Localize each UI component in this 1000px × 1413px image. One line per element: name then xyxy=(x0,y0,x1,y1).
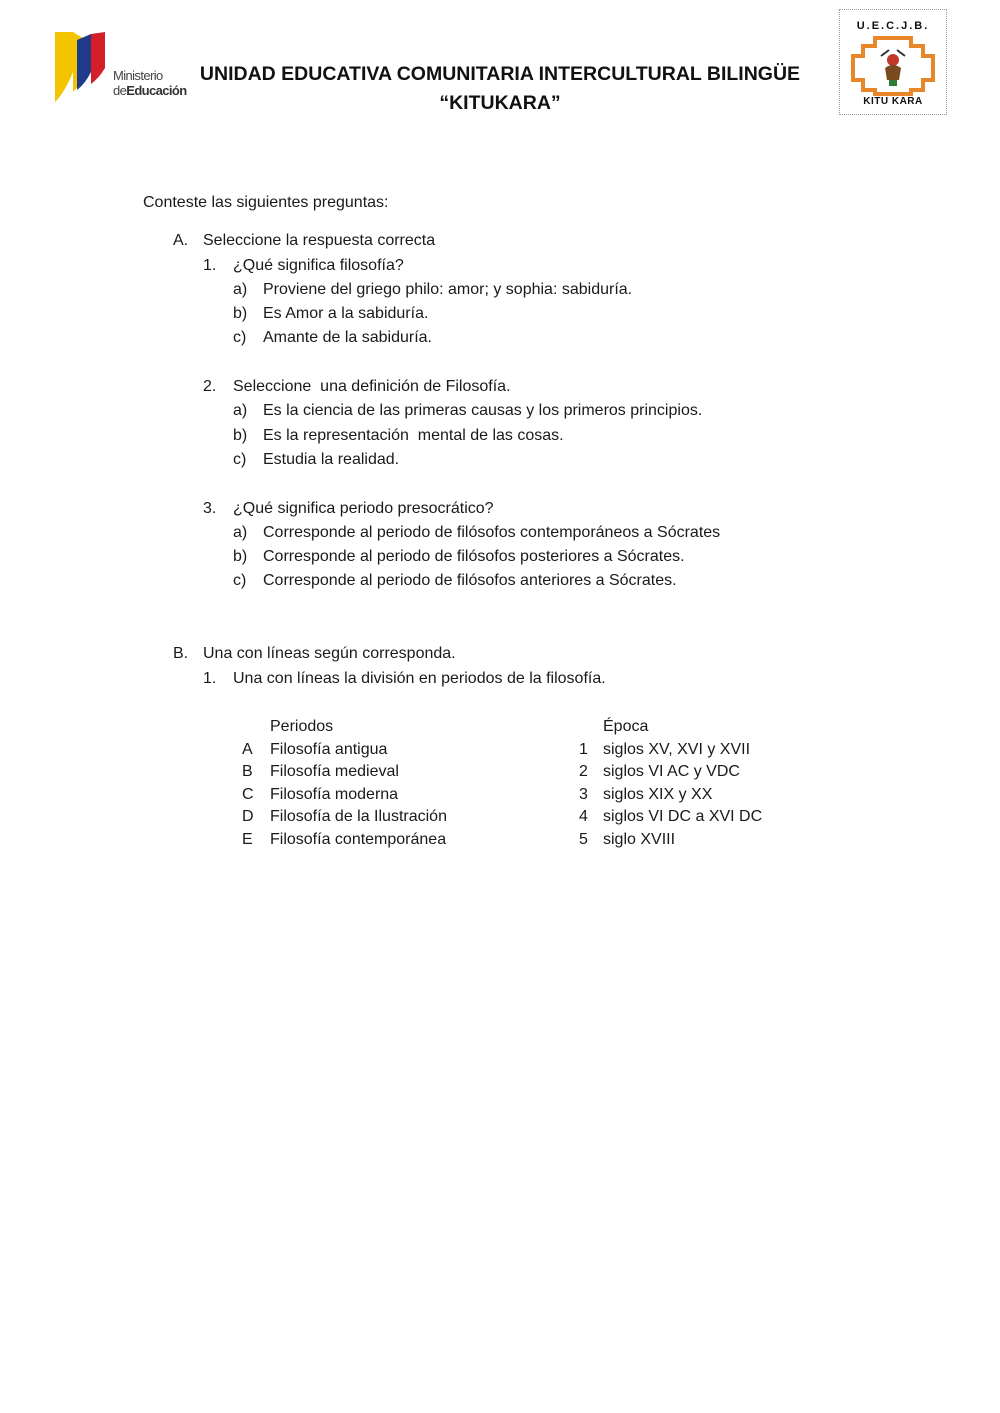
option-letter: b) xyxy=(233,427,248,444)
row-epoch: siglos XIX y XX xyxy=(603,786,713,803)
school-logo-name: KITU KARA xyxy=(863,96,923,107)
option-letter: c) xyxy=(233,329,247,346)
ministry-line-2-prefix: de xyxy=(113,83,127,98)
row-key-right: 5 xyxy=(579,831,588,848)
question-text: Seleccione una definición de Filosofía. xyxy=(233,378,511,395)
row-key-left: D xyxy=(242,808,254,825)
section-a-title: Seleccione la respuesta correcta xyxy=(203,232,436,249)
option-letter: a) xyxy=(233,524,248,541)
option-text: Estudia la realidad. xyxy=(263,451,400,468)
option-text: Corresponde al periodo de filósofos posteriores a Sócrates. xyxy=(263,548,685,565)
option-letter: b) xyxy=(233,305,248,322)
row-key-left: A xyxy=(242,741,253,758)
title-line-1: UNIDAD EDUCATIVA COMUNITARIA INTERCULTURAL BILINGÜE xyxy=(199,63,801,85)
ministry-wordmark xyxy=(113,68,187,98)
page-title xyxy=(180,60,820,118)
option-text: Es Amor a la sabiduría. xyxy=(263,305,429,322)
ministry-line-1: Ministerio xyxy=(113,68,163,83)
chakana-emblem-icon xyxy=(851,36,935,96)
question-text: Una con líneas la división en periodos de la filosofía. xyxy=(233,670,606,687)
row-key-left: B xyxy=(242,763,253,780)
question-number: 2. xyxy=(203,378,217,395)
option-letter: a) xyxy=(233,402,248,419)
school-logo xyxy=(839,9,947,115)
option-letter: b) xyxy=(233,548,248,565)
row-key-right: 3 xyxy=(579,786,588,803)
question-number: 1. xyxy=(203,670,217,687)
option-text: Corresponde al periodo de filósofos contemporáneos a Sócrates xyxy=(263,524,721,541)
option-text: Proviene del griego philo: amor; y sophia: sabiduría. xyxy=(263,281,633,298)
row-epoch: siglos VI DC a XVI DC xyxy=(603,808,763,825)
option-text: Amante de la sabiduría. xyxy=(263,329,432,346)
option-letter: c) xyxy=(233,572,247,589)
option-text: Es la ciencia de las primeras causas y los primeros principios. xyxy=(263,402,703,419)
row-period: Filosofía de la Ilustración xyxy=(270,808,447,825)
row-epoch: siglo XVIII xyxy=(603,831,676,848)
question-text: ¿Qué significa filosofía? xyxy=(233,257,404,274)
row-period: Filosofía moderna xyxy=(270,786,399,803)
option-letter: c) xyxy=(233,451,247,468)
row-period: Filosofía medieval xyxy=(270,763,399,780)
title-line-2: “KITUKARA” xyxy=(439,92,561,114)
ministry-line-2: Educación xyxy=(126,83,187,98)
row-key-left: C xyxy=(242,786,254,803)
section-a-marker: A. xyxy=(173,232,189,249)
col-header-epoca: Época xyxy=(603,718,649,735)
option-text: Corresponde al periodo de filósofos anteriores a Sócrates. xyxy=(263,572,677,589)
option-letter: a) xyxy=(233,281,248,298)
intro-instruction: Conteste las siguientes preguntas: xyxy=(143,194,389,211)
row-key-right: 2 xyxy=(579,763,588,780)
question-text: ¿Qué significa periodo presocrático? xyxy=(233,500,494,517)
row-period: Filosofía contemporánea xyxy=(270,831,447,848)
question-number: 1. xyxy=(203,257,217,274)
row-key-right: 1 xyxy=(579,741,588,758)
row-key-right: 4 xyxy=(579,808,588,825)
row-epoch: siglos XV, XVI y XVII xyxy=(603,741,751,758)
school-logo-initials: U.E.C.J.B. xyxy=(856,20,930,32)
section-b-title: Una con líneas según corresponda. xyxy=(203,645,456,662)
row-epoch: siglos VI AC y VDC xyxy=(603,763,740,780)
col-header-periodos: Periodos xyxy=(270,718,334,735)
option-text: Es la representación mental de las cosas. xyxy=(263,427,564,444)
question-number: 3. xyxy=(203,500,217,517)
row-period: Filosofía antigua xyxy=(270,741,388,758)
section-b-marker: B. xyxy=(173,645,189,662)
row-key-left: E xyxy=(242,831,253,848)
ministry-emblem-icon xyxy=(55,32,115,104)
